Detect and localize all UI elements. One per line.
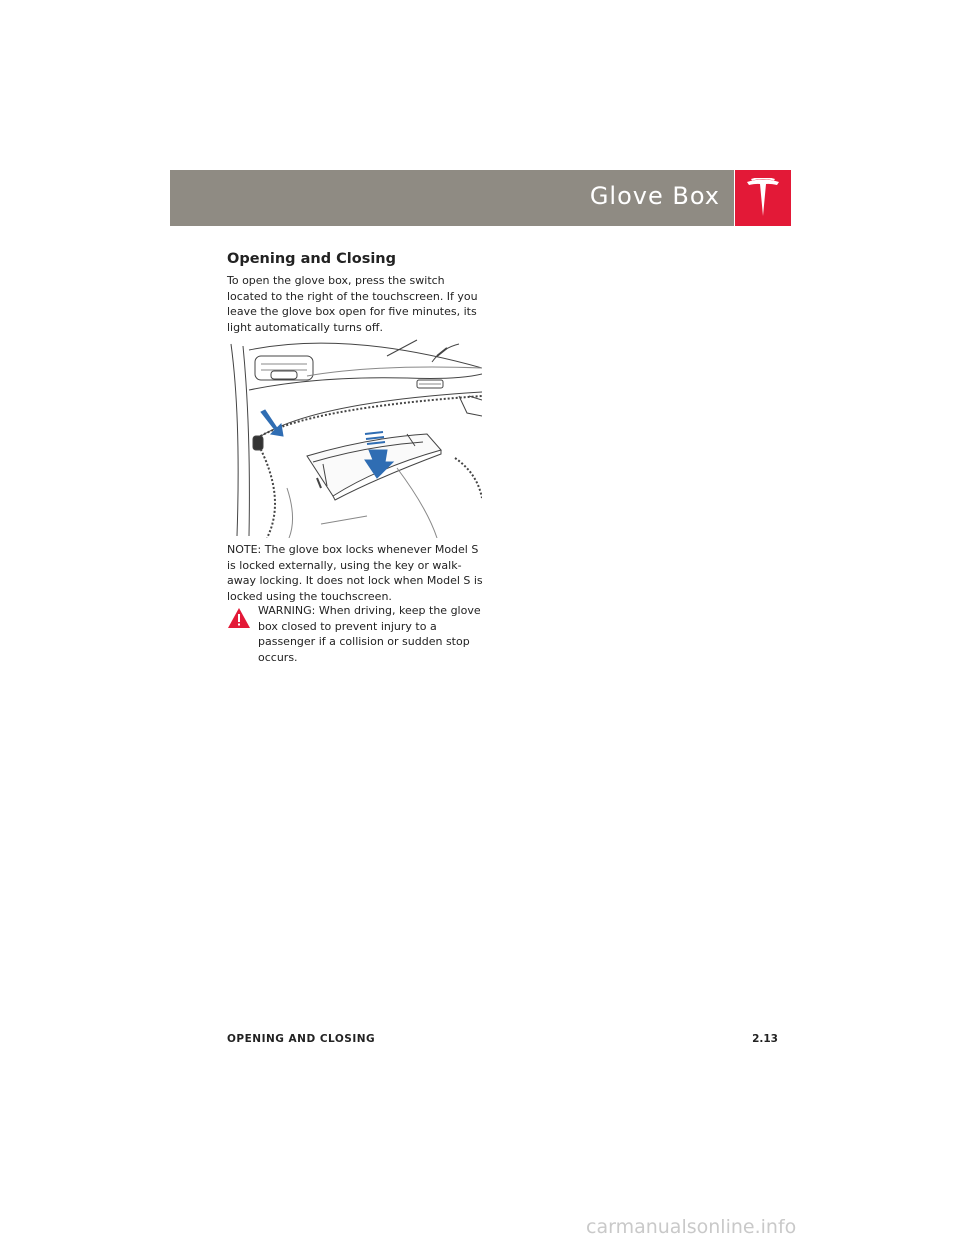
- page-title: Glove Box: [589, 182, 720, 210]
- note-paragraph: NOTE: The glove box locks whenever Model S is locked externally, using the key or walk-away locking. It does not lock when Model S is locked using the touchscreen.: [227, 543, 483, 603]
- header-bar: [170, 170, 734, 226]
- intro-paragraph: To open the glove box, press the switch located to the right of the touchscreen. If you leave the glove box open for five minutes, its light automatically turns off.: [227, 274, 478, 334]
- tesla-logo-icon: [745, 178, 781, 218]
- footer-chapter: OPENING AND CLOSING: [227, 1033, 376, 1045]
- warning-text: WARNING: When driving, keep the glove box closed to prevent injury to a passenger if a collision or sudden stop occurs.: [258, 604, 481, 664]
- watermark: carmanualsonline.info: [586, 1216, 797, 1238]
- glove-box-illustration: [227, 338, 482, 538]
- warning-icon: [227, 607, 251, 629]
- footer-page-number: 2.13: [752, 1033, 778, 1045]
- tesla-logo: [735, 170, 791, 226]
- section-title: Opening and Closing: [227, 251, 396, 267]
